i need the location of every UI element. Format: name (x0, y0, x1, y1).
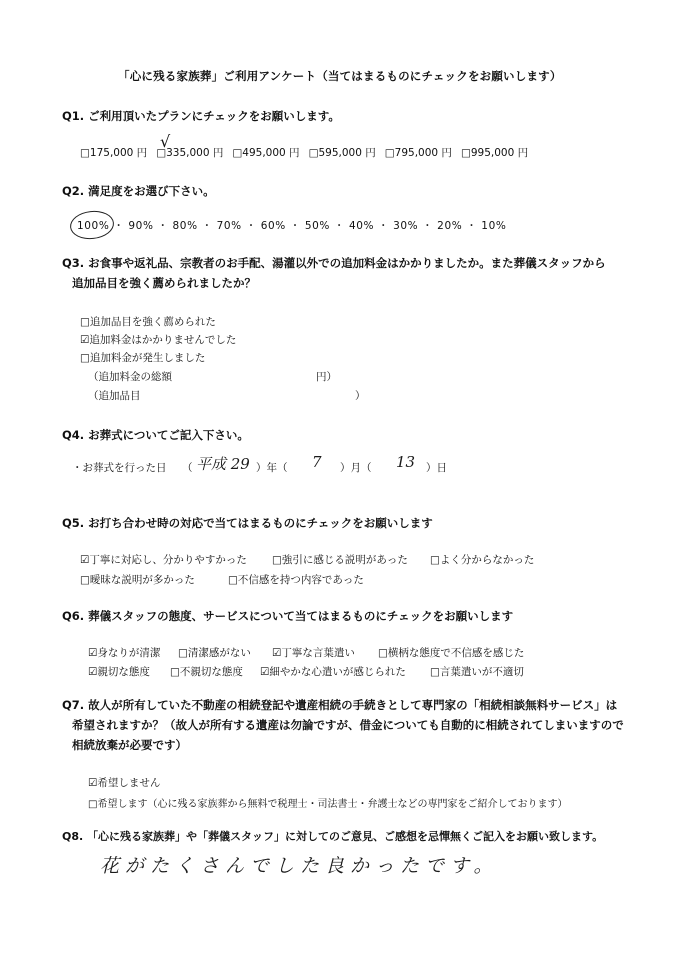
q3-label-line2: 追加品目を強く薦められましたか？ (72, 276, 256, 290)
q3-items-label: （追加品目 (88, 390, 141, 402)
q5-option-vague[interactable]: □曖昧な説明が多かった (80, 574, 195, 586)
q2-label: Q2. 満足度をお選び下さい。 (62, 184, 215, 198)
q1-option-595000[interactable]: □595,000 円 (308, 147, 376, 159)
q2-scale[interactable]: 100% ・ 90% ・ 80% ・ 70% ・ 60% ・ 50% ・ 40% ・ 30% ・ 20% ・ 10% (77, 220, 507, 232)
q7-option-no[interactable]: ☑希望しません (88, 777, 161, 789)
q5-label: Q5. お打ち合わせ時の対応で当てはまるものにチェックをお願いします (62, 516, 433, 530)
q4-month-handwritten: 7 (312, 453, 322, 471)
q1-option-335000[interactable]: □335,000 円 (156, 147, 224, 159)
q6-option-unkind[interactable]: □不親切な態度 (170, 666, 243, 678)
q1-option-995000[interactable]: □995,000 円 (460, 147, 529, 159)
q5-option-polite[interactable]: ☑丁寧に対応し、分かりやすかった (80, 554, 247, 566)
q8-label: Q8. 「心に残る家族葬」や「葬儀スタッフ」に対してのご意見、ご感想を忌憚無くご記入をお願い致します。 (62, 830, 604, 843)
q6-option-clean[interactable]: ☑身なりが清潔 (88, 647, 161, 659)
q7-option-yes[interactable]: □希望します（心に残る家族葬から無料で税理士・司法書士・弁護士などの専門家をご紹介しております） (88, 799, 568, 810)
q4-year-label: ）年（ (256, 462, 288, 474)
q1-option-495000[interactable]: □495,000 円 (232, 147, 300, 159)
q3-fee-unit: 円） (316, 371, 337, 383)
q4-era-handwritten: 平成 29 (196, 455, 250, 473)
q4-month-label: ）月（ (340, 462, 372, 474)
q6-option-polite-words[interactable]: ☑丁寧な言葉遣い (272, 647, 355, 659)
q1-label: Q1. ご利用頂いたプランにチェックをお願いします。 (62, 109, 340, 123)
q7-label-line1: Q7. 故人が所有していた不動産の相続登記や遺産相続の手続きとして専門家の「相続相談無料サービス」は (62, 698, 618, 712)
q3-option-extra-fee[interactable]: □追加料金が発生しました (80, 352, 206, 364)
q7-label-line2: 希望されますか？（故人が所有する遺産は勿論ですが、借金についても自動的に相続されてしまいますので (72, 718, 624, 732)
q4-label: Q4. お葬式についてご記入下さい。 (62, 428, 249, 442)
q6-label: Q6. 葬儀スタッフの態度、サービスについて当てはまるものにチェックをお願いします (62, 609, 514, 623)
q1-options (80, 145, 528, 160)
q8-answer-handwritten: 花がたくさんでした良かったです。 (100, 855, 499, 877)
q1-option-175000[interactable]: □175,000 円 (80, 147, 148, 159)
q5-option-unclear[interactable]: □よく分からなかった (430, 554, 535, 566)
q4-day-handwritten: 13 (396, 453, 416, 471)
page-title: 「心に残る家族葬」ご利用アンケート（当てはまるものにチェックをお願いします） (118, 69, 562, 83)
q6-option-considerate[interactable]: ☑細やかな心遣いが感じられた (260, 666, 406, 678)
q5-option-distrust[interactable]: □不信感を持つ内容であった (228, 574, 364, 586)
q1-check-mark-icon: √ (160, 132, 171, 151)
q7-label-line3: 相続放棄が必要です） (72, 738, 187, 752)
q6-option-bad-words[interactable]: □言葉遣いが不適切 (430, 666, 524, 678)
q4-day-label: ）日 (426, 462, 447, 474)
survey-page: 「心に残る家族葬」ご利用アンケート（当てはまるものにチェックをお願いします） Q1. ご利用頂いたプランにチェックをお願いします。 □175,000 円 □335,000 円 □495,000 円 □595,000 円 □795,000 円 □995,000 円 √ Q2. 満足度をお選び下さい。 100% ・ 90% ・ 80% ・ 70% ・ 60% ・ 50% ・ 40% ・ 30% ・ 20% ・ 10% Q3. お食事や返礼品、宗教者のお手配、湯灌以外での追加料金はかかりましたか。また葬儀スタッフから 追加品目を強く薦められましたか？ □追加品目を強く薦められた ☑追加料金はかかりませんでした □追加料金が発生しました （追加料金の総額 円） （追加品目 ） Q4. お葬式についてご記入下さい。 ・お葬式を行った日 （ 平成 29 ）年（ 7 ）月（ 13 ）日 Q5. お打ち合わせ時の対応で当てはまるものにチェックをお願いします ☑丁寧に対応し、分かりやすかった □強引に感じる説明があった □よく分からなかった □曖昧な説明が多かった □不信感を持つ内容であった Q6. 葬儀スタッフの態度、サービスについて当てはまるものにチェックをお願いします ☑身なりが清潔 □清潔感がない ☑丁寧な言葉遣い □横柄な態度で不信感を感じた ☑親切な態度 □不親切な態度 ☑細やかな心遣いが感じられた □言葉遣いが不適切 Q7. 故人が所有していた不動産の相続登記や遺産相続の手続きとして専門家の「相続相談無料サービス」は 希望されますか？（故人が所有する遺産は勿論ですが、借金についても自動的に相続されてしまいますので 相続放棄が必要です） ☑希望しません □希望します（心に残る家族葬から無料で税理士・司法書士・弁護士などの専門家をご紹介しております） Q8. 「心に残る家族葬」や「葬儀スタッフ」に対してのご意見、ご感想を忌憚無くご記入をお願い致します。 花がたくさんでした良かったです。 (62, 69, 624, 877)
q6-option-kind[interactable]: ☑親切な態度 (88, 666, 150, 678)
q6-option-unclean[interactable]: □清潔感がない (178, 647, 251, 659)
q6-option-arrogant[interactable]: □横柄な態度で不信感を感じた (378, 647, 525, 659)
q3-items-close: ） (355, 390, 366, 402)
q5-option-pushy[interactable]: □強引に感じる説明があった (272, 554, 408, 566)
q4-date-prefix: ・お葬式を行った日 (72, 462, 167, 474)
q3-label-line1: Q3. お食事や返礼品、宗教者のお手配、湯灌以外での追加料金はかかりましたか。また葬儀スタッフから (62, 256, 606, 270)
q3-option-no-extra-fee[interactable]: ☑追加料金はかかりませんでした (80, 334, 237, 346)
q1-option-795000[interactable]: □795,000 円 (384, 147, 452, 159)
q3-option-pushed[interactable]: □追加品目を強く薦められた (80, 316, 216, 328)
q3-fee-total-label: （追加料金の総額 (88, 371, 172, 383)
